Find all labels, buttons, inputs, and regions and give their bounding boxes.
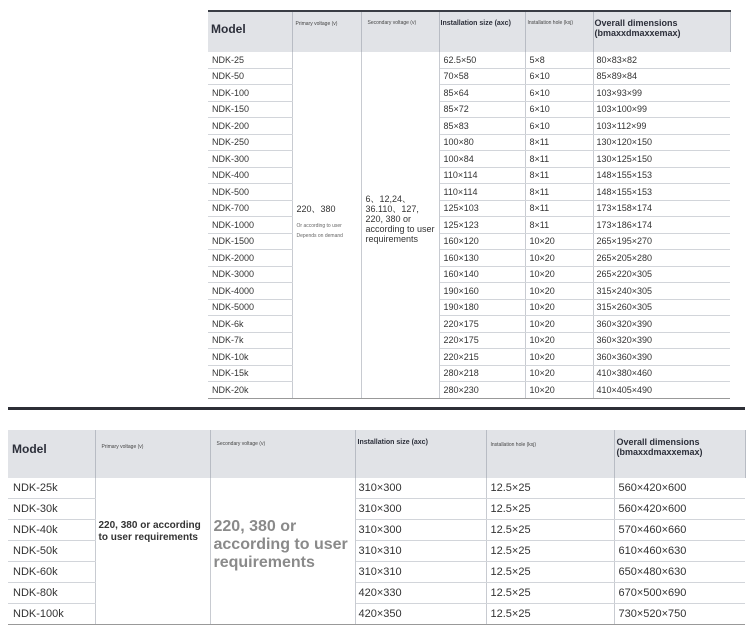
table-row [208,382,730,399]
header-installation-hole: Installation hole (kxj) [525,11,593,52]
model-cell: NDK-50 [208,68,292,85]
installation-hole-cell: 8×11 [525,217,593,234]
installation-size-cell: 310×300 [355,520,486,541]
table-row [208,101,730,118]
section-divider [8,407,745,410]
installation-size-cell: 420×330 [355,583,486,604]
table-row [208,250,730,267]
overall-dimensions-cell: 148×155×153 [593,167,730,184]
overall-dimensions-cell: 103×100×99 [593,101,730,118]
installation-size-cell: 62.5×50 [439,52,525,68]
table-row [208,365,730,382]
installation-hole-cell: 12.5×25 [486,499,614,520]
header-installation-size: Installation size (axc) [439,11,525,52]
primary-voltage-value: 220, 380 or according to user requirements [98,520,201,543]
model-cell: NDK-250 [208,134,292,151]
table-row [208,52,730,68]
model-cell: NDK-4000 [208,283,292,300]
overall-dimensions-cell: 410×405×490 [593,382,730,399]
model-cell: NDK-1500 [208,233,292,250]
overall-dimensions-cell: 173×158×174 [593,200,730,217]
installation-size-cell: 220×175 [439,332,525,349]
installation-size-cell: 125×103 [439,200,525,217]
overall-dimensions-cell: 730×520×750 [614,604,745,625]
table-row [208,349,730,366]
installation-hole-cell: 12.5×25 [486,541,614,562]
overall-dimensions-cell: 610×460×630 [614,541,745,562]
model-cell: NDK-10k [208,349,292,366]
secondary-voltage-value: 220, 380 or according to user requirements [213,518,348,571]
header-secondary-voltage: Secondary voltage (v) [361,11,439,52]
installation-size-cell: 310×310 [355,562,486,583]
overall-dimensions-cell: 148×155×153 [593,184,730,201]
table-row [208,283,730,300]
table-row [208,85,730,102]
table-row [208,118,730,135]
installation-size-cell: 110×114 [439,184,525,201]
overall-dimensions-cell: 670×500×690 [614,583,745,604]
model-cell: NDK-20k [208,382,292,399]
model-cell: NDK-300 [208,151,292,168]
model-cell: NDK-15k [208,365,292,382]
spec-table-large-models [8,430,746,625]
model-cell: NDK-60k [8,562,95,583]
primary-voltage-demand-note: Depends on demand [296,233,343,239]
overall-dimensions-cell: 265×205×280 [593,250,730,267]
installation-hole-cell: 8×11 [525,184,593,201]
overall-dimensions-cell: 360×360×390 [593,349,730,366]
model-cell: NDK-500 [208,184,292,201]
secondary-voltage-cell [210,478,355,625]
installation-size-cell: 420×350 [355,604,486,625]
installation-size-cell: 220×215 [439,349,525,366]
model-cell: NDK-30k [8,499,95,520]
installation-size-cell: 85×83 [439,118,525,135]
model-cell: NDK-40k [8,520,95,541]
installation-hole-cell: 12.5×25 [486,604,614,625]
installation-hole-cell: 6×10 [525,118,593,135]
model-cell: NDK-7k [208,332,292,349]
installation-hole-cell: 12.5×25 [486,562,614,583]
header-model: Model [208,11,292,52]
installation-hole-cell: 12.5×25 [486,583,614,604]
installation-size-cell: 160×120 [439,233,525,250]
overall-dimensions-cell: 103×112×99 [593,118,730,135]
table-row [208,184,730,201]
installation-size-cell: 280×218 [439,365,525,382]
overall-dimensions-cell: 360×320×390 [593,332,730,349]
table-row [208,233,730,250]
overall-dimensions-cell: 315×260×305 [593,299,730,316]
overall-dimensions-cell: 103×93×99 [593,85,730,102]
table-row [208,68,730,85]
header-model: Model [8,430,95,478]
installation-size-cell: 220×175 [439,316,525,333]
installation-size-cell: 190×180 [439,299,525,316]
installation-hole-cell: 8×11 [525,167,593,184]
installation-hole-cell: 6×10 [525,101,593,118]
installation-size-cell: 100×80 [439,134,525,151]
overall-dimensions-cell: 410×380×460 [593,365,730,382]
installation-hole-cell: 10×20 [525,250,593,267]
overall-dimensions-cell: 560×420×600 [614,499,745,520]
table-row [208,200,730,217]
table-row [208,151,730,168]
overall-dimensions-cell: 360×320×390 [593,316,730,333]
installation-hole-cell: 10×20 [525,283,593,300]
model-cell: NDK-2000 [208,250,292,267]
table-row [208,299,730,316]
installation-size-cell: 85×64 [439,85,525,102]
model-cell: NDK-6k [208,316,292,333]
table-header-row [8,430,745,478]
installation-size-cell: 190×160 [439,283,525,300]
header-primary-voltage: Primary voltage (v) [95,430,210,478]
installation-hole-cell: 8×11 [525,151,593,168]
installation-size-cell: 70×58 [439,68,525,85]
header-overall-dimensions: Overall dimensions (bmaxxdmaxxemax) [614,430,745,478]
header-installation-hole: Installation hole (kxj) [486,430,614,478]
installation-size-cell: 310×300 [355,478,486,499]
model-cell: NDK-5000 [208,299,292,316]
table-row [208,266,730,283]
installation-hole-cell: 10×20 [525,349,593,366]
installation-hole-cell: 10×20 [525,382,593,399]
secondary-voltage-cell [361,52,439,398]
overall-dimensions-cell: 173×186×174 [593,217,730,234]
table-row [208,167,730,184]
overall-dimensions-cell: 265×195×270 [593,233,730,250]
primary-voltage-note: Or according to user [296,223,342,229]
overall-dimensions-cell: 85×89×84 [593,68,730,85]
header-secondary-voltage: Secondary voltage (v) [210,430,355,478]
model-cell: NDK-25k [8,478,95,499]
installation-size-cell: 280×230 [439,382,525,399]
overall-dimensions-cell: 570×460×660 [614,520,745,541]
spec-table-small-models [208,10,731,399]
header-installation-size: Installation size (axc) [355,430,486,478]
installation-hole-cell: 12.5×25 [486,520,614,541]
model-cell: NDK-700 [208,200,292,217]
model-cell: NDK-150 [208,101,292,118]
primary-voltage-cell [95,478,210,625]
installation-size-cell: 310×300 [355,499,486,520]
installation-size-cell: 160×140 [439,266,525,283]
installation-hole-cell: 8×11 [525,134,593,151]
model-cell: NDK-1000 [208,217,292,234]
installation-hole-cell: 10×20 [525,266,593,283]
model-cell: NDK-100k [8,604,95,625]
installation-hole-cell: 8×11 [525,200,593,217]
installation-size-cell: 110×114 [439,167,525,184]
installation-hole-cell: 5×8 [525,52,593,68]
secondary-voltage-value: 6、12,24、 36.110、127, 220, 380 or according to user requirements [365,194,435,244]
model-cell: NDK-3000 [208,266,292,283]
overall-dimensions-cell: 130×120×150 [593,134,730,151]
model-cell: NDK-25 [208,52,292,68]
installation-hole-cell: 10×20 [525,365,593,382]
overall-dimensions-cell: 265×220×305 [593,266,730,283]
table-header-row [208,11,730,52]
installation-size-cell: 100×84 [439,151,525,168]
model-cell: NDK-80k [8,583,95,604]
overall-dimensions-cell: 650×480×630 [614,562,745,583]
installation-hole-cell: 10×20 [525,332,593,349]
header-overall-dimensions: Overall dimensions (bmaxxdmaxxemax) [593,11,730,52]
model-cell: NDK-50k [8,541,95,562]
installation-size-cell: 160×130 [439,250,525,267]
overall-dimensions-cell: 130×125×150 [593,151,730,168]
overall-dimensions-cell: 560×420×600 [614,478,745,499]
header-primary-voltage: Primary voltage (v) [292,11,361,52]
installation-size-cell: 125×123 [439,217,525,234]
model-cell: NDK-200 [208,118,292,135]
installation-hole-cell: 10×20 [525,316,593,333]
overall-dimensions-cell: 315×240×305 [593,283,730,300]
table-row [208,134,730,151]
installation-hole-cell: 6×10 [525,85,593,102]
table-row [208,316,730,333]
installation-hole-cell: 12.5×25 [486,478,614,499]
model-cell: NDK-100 [208,85,292,102]
installation-hole-cell: 10×20 [525,299,593,316]
table-row [208,217,730,234]
primary-voltage-value: 220、380 [296,204,336,214]
table-row [8,478,745,499]
table-row [208,332,730,349]
overall-dimensions-cell: 80×83×82 [593,52,730,68]
installation-size-cell: 310×310 [355,541,486,562]
model-cell: NDK-400 [208,167,292,184]
installation-hole-cell: 10×20 [525,233,593,250]
primary-voltage-cell [292,52,361,398]
installation-hole-cell: 6×10 [525,68,593,85]
installation-size-cell: 85×72 [439,101,525,118]
